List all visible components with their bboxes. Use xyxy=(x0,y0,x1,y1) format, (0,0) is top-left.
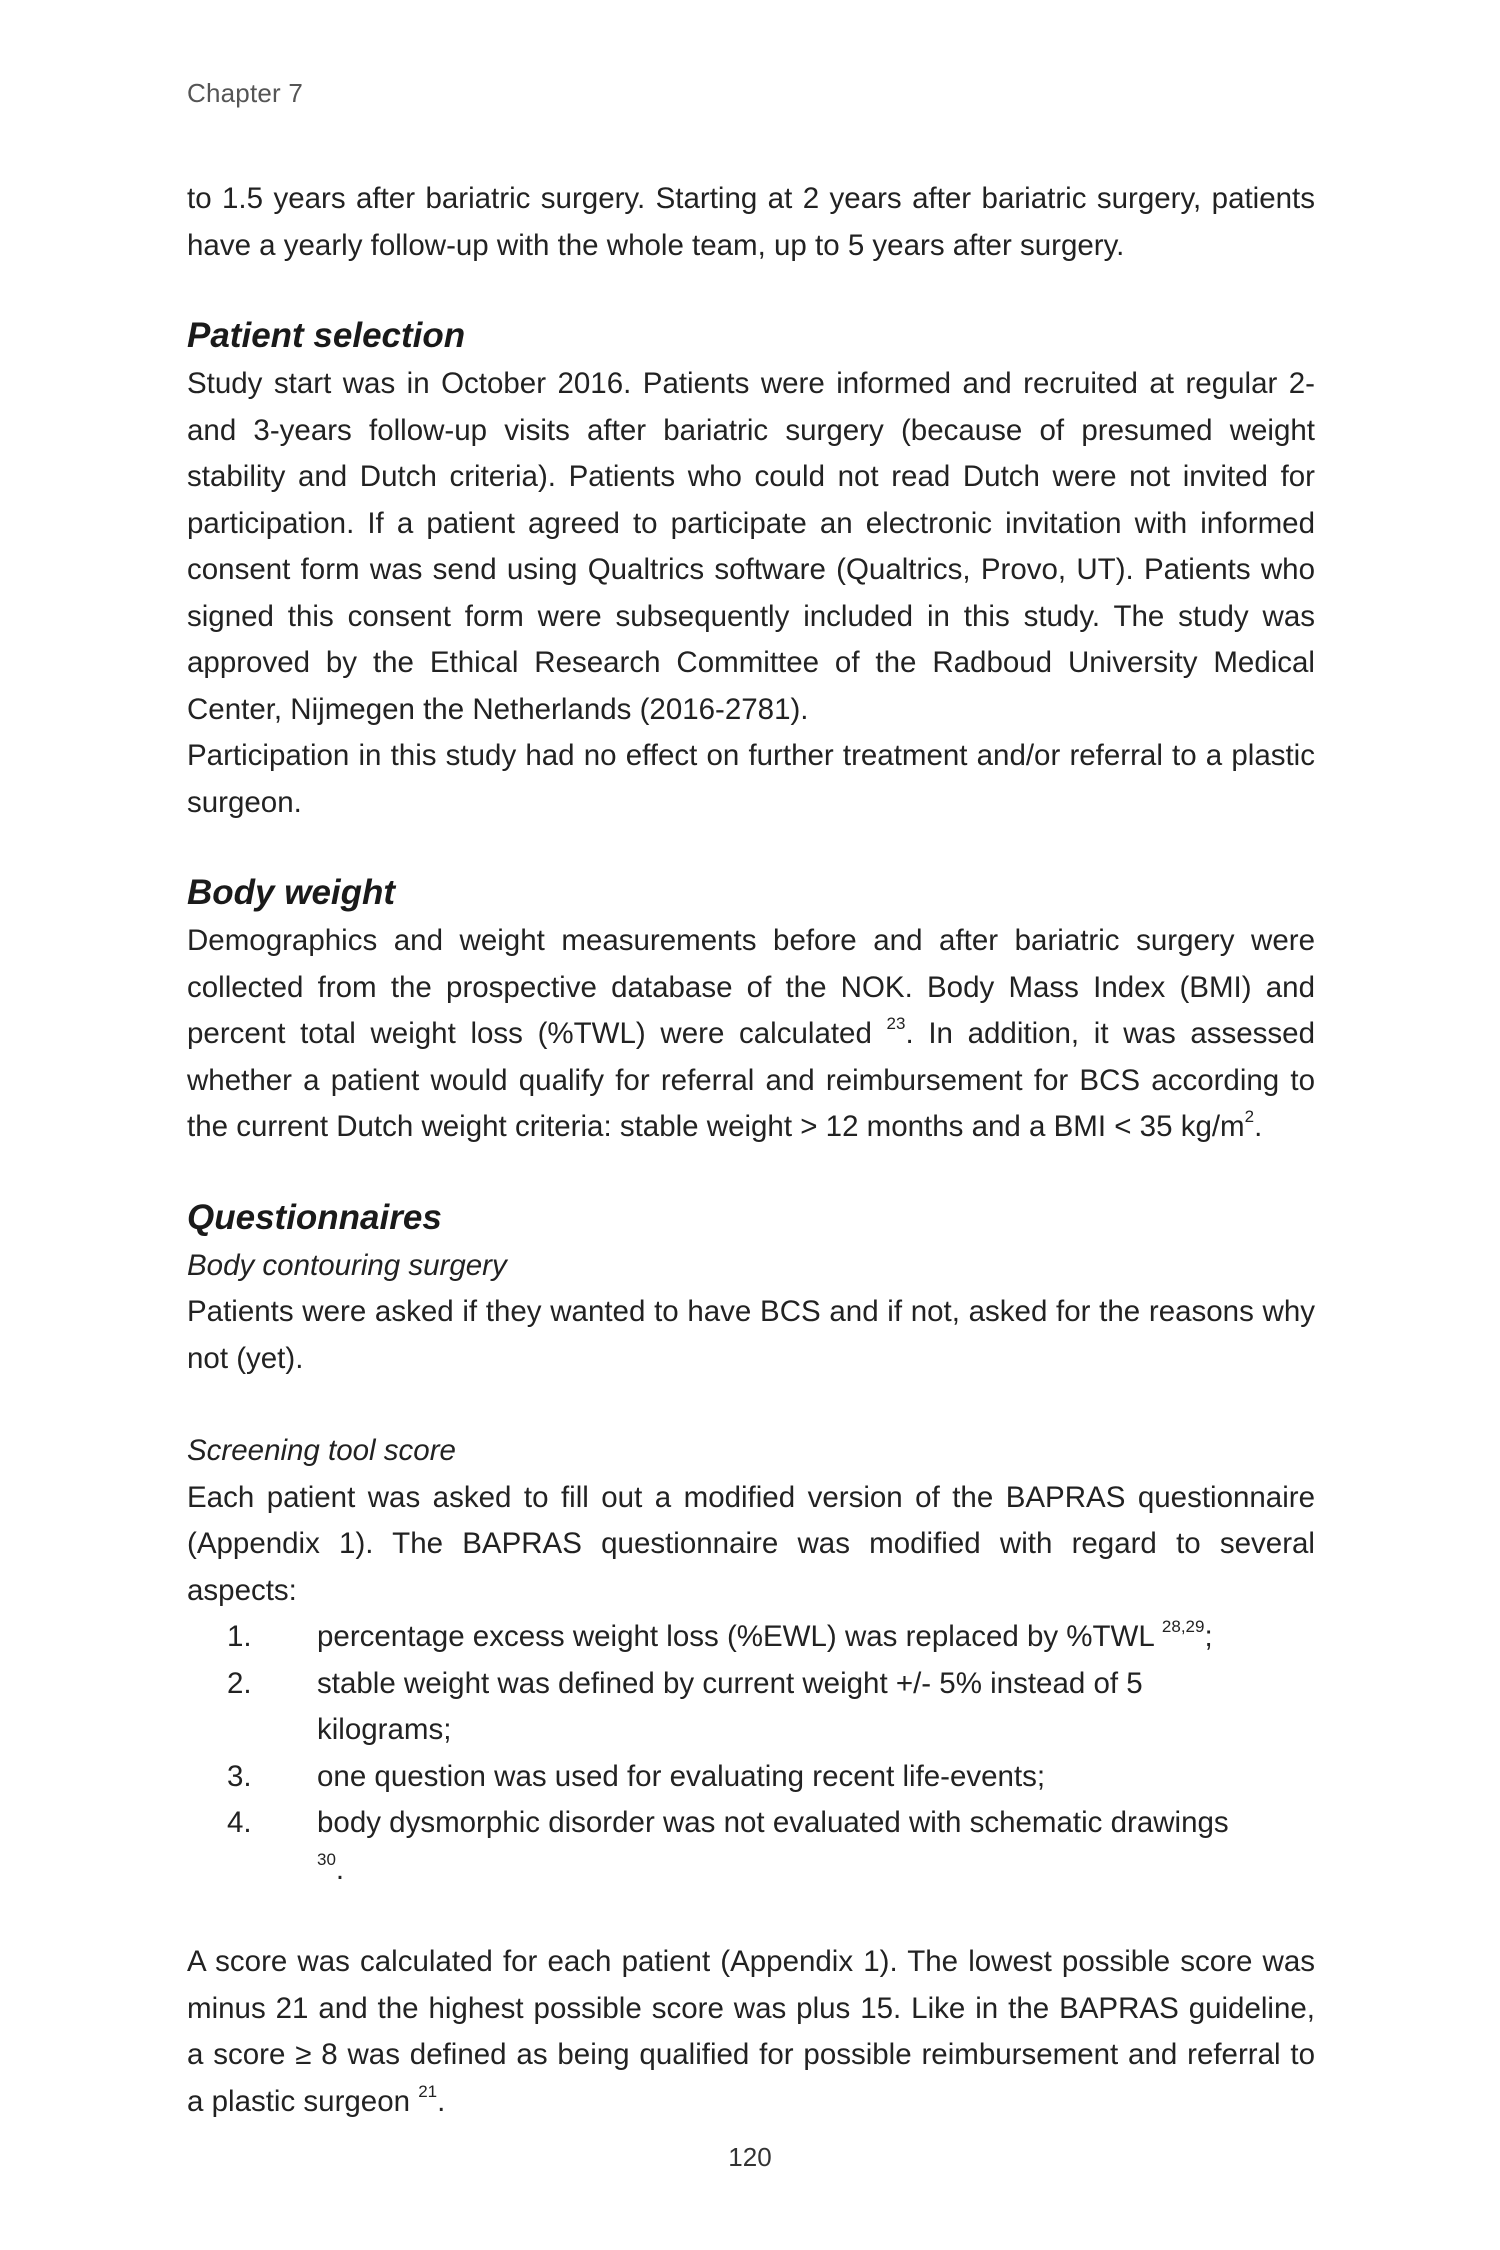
list-number: 2. xyxy=(227,1666,252,1700)
bcs-paragraph: Patients were asked if they wanted to have BCS and if not, asked for the reasons why not (yet). xyxy=(187,1295,1315,1375)
list-number: 1. xyxy=(227,1620,252,1653)
body-weight-text-c: . xyxy=(1254,1110,1263,1143)
list-item xyxy=(187,1661,1315,1754)
list-number: 4. xyxy=(227,1806,252,1839)
list-item-text: stable weight was defined by current weight +/- 5% instead of 5 kilograms; xyxy=(317,1666,1143,1746)
list-item-text: one question was used for evaluating recent life-events; xyxy=(317,1759,1046,1793)
bcs-subheading: Body contouring surgery xyxy=(187,1248,507,1282)
list-item xyxy=(187,1754,1315,1801)
list-number: 3. xyxy=(227,1759,252,1793)
superscript-squared: 2 xyxy=(1244,1107,1255,1127)
body-weight-paragraph xyxy=(187,918,1315,1151)
body-weight-text-a: Demographics and weight measurements before and after bariatric surgery were collected from the prospective database of the NOK. Body Mass Index (BMI) and percent total weight loss (%TWL) were calculated xyxy=(187,924,1315,1050)
spacer xyxy=(187,1893,1315,1939)
score-paragraph xyxy=(187,1939,1315,2125)
reference-30: 30 xyxy=(317,1849,336,1869)
list-text xyxy=(317,1754,1315,1801)
list-item-text: body dysmorphic disorder was not evaluated with schematic drawings xyxy=(317,1806,1229,1839)
body-weight-text-b: . In addition, it was assessed whether a patient would qualify for referral and reimbursement for BCS according to the current Dutch weight criteria: stable weight > 12 months and a BMI < 35 kg/m xyxy=(187,1017,1315,1143)
body-weight-heading: Body weight xyxy=(187,873,396,912)
reference-28-29: 28,29 xyxy=(1161,1617,1205,1637)
questionnaires-heading: Questionnaires xyxy=(187,1197,442,1237)
list-text xyxy=(317,1614,1315,1661)
list-text xyxy=(317,1661,1315,1754)
patient-selection-heading: Patient selection xyxy=(187,316,466,355)
list-text xyxy=(317,1800,1315,1893)
spacer xyxy=(187,1382,1315,1428)
list-item xyxy=(187,1800,1315,1893)
reference-21: 21 xyxy=(418,2081,438,2101)
list-item-tail: . xyxy=(335,1852,345,1886)
page-body xyxy=(187,176,1315,2125)
score-tail: . xyxy=(437,2084,446,2118)
participation-paragraph: Participation in this study had no effect on further treatment and/or referral to a plastic surgeon. xyxy=(187,739,1315,819)
modification-list xyxy=(187,1614,1315,1893)
list-item-tail: ; xyxy=(1204,1620,1213,1653)
list-item-text: percentage excess weight loss (%EWL) was replaced by %TWL xyxy=(317,1620,1162,1653)
screening-subheading: Screening tool score xyxy=(187,1434,456,1467)
patient-selection-paragraph: Study start was in October 2016. Patients were informed and recruited at regular 2- and 3-years follow-up visits after bariatric surgery (because of presumed weight stability and Dutch criteria). Patients who could not read Dutch were not invited for participation. If a patient agreed to participate an electronic invitation with informed consent form was send using Qualtrics software (Qualtrics, Provo, UT). Patients who signed this consent form were subsequently included in this study. The study was approved by the Ethical Research Committee of the Radboud University Medical Center, Nijmegen the Netherlands (2016-2781). xyxy=(187,367,1315,726)
page-number: 120 xyxy=(728,2142,772,2172)
list-item xyxy=(187,1614,1315,1661)
intro-paragraph: to 1.5 years after bariatric surgery. Starting at 2 years after bariatric surgery, patients have a yearly follow-up with the whole team, up to 5 years after surgery. xyxy=(187,182,1315,262)
reference-23: 23 xyxy=(886,1014,906,1034)
score-text: A score was calculated for each patient (Appendix 1). The lowest possible score was minus 21 and the highest possible score was plus 15. Like in the BAPRAS guideline, a score ≥ 8 was defined as being qualified for possible reimbursement and referral to a plastic surgeon xyxy=(187,1945,1315,2118)
screening-paragraph: Each patient was asked to fill out a modified version of the BAPRAS questionnaire (Appendix 1). The BAPRAS questionnaire was modified with regard to several aspects: xyxy=(187,1480,1315,1607)
running-head: Chapter 7 xyxy=(187,78,303,108)
